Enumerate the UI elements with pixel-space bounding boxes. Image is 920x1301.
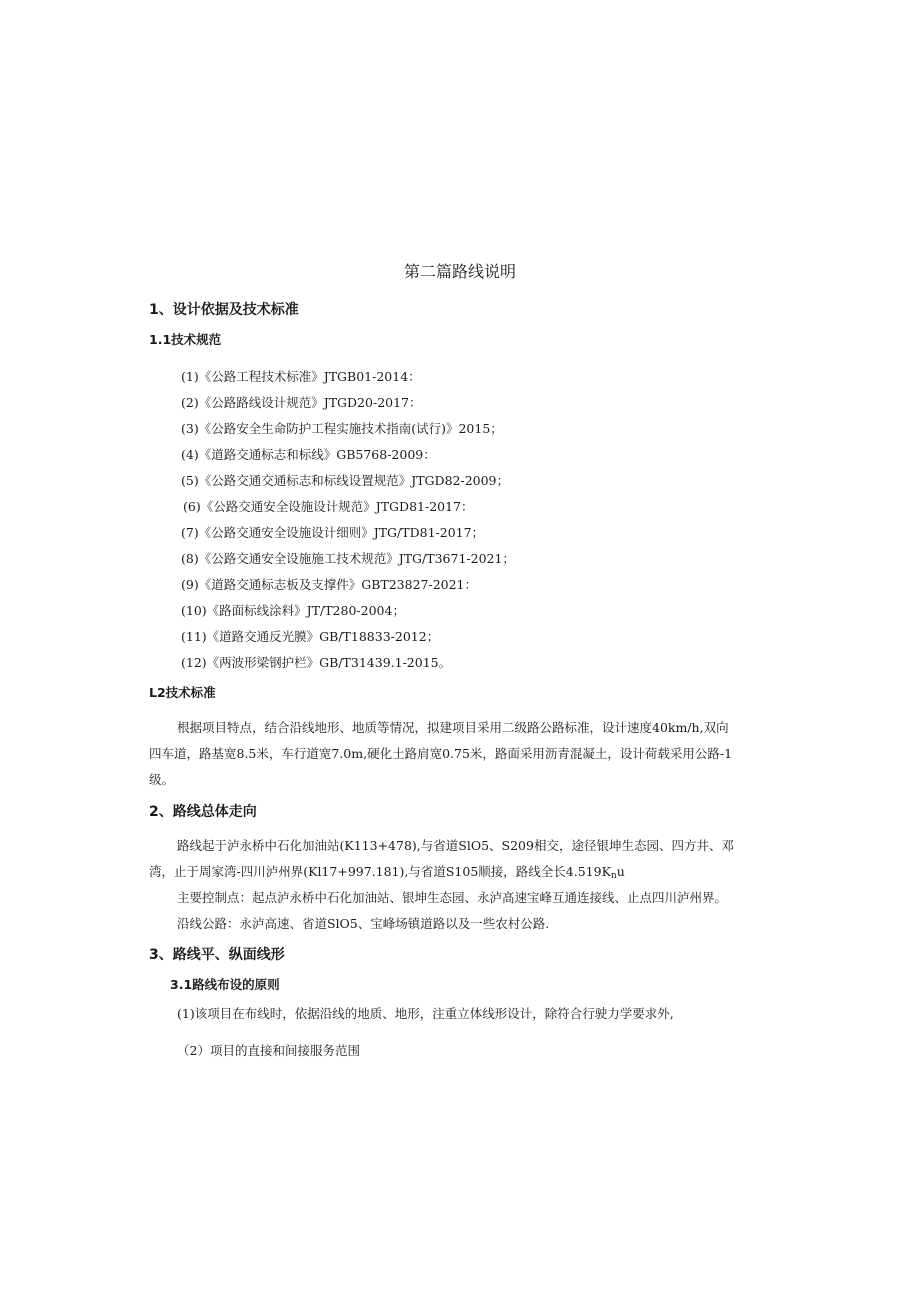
section-heading-3: 3、路线平、纵面线形	[149, 947, 285, 963]
list-item: (7)《公路交通安全设施设计细则》JTG/TD81-2017；	[181, 525, 485, 540]
page-title: 第二篇路线说明	[403, 262, 516, 281]
paragraph-line: 路线起于泸永桥中石化加油站(K113+478),与省道SlO5、S209相交，途径银坤生态园、四方井、邓	[177, 838, 734, 853]
list-item: (8)《公路交通安全设施施工技术规范》JTG/T3671-2021；	[181, 551, 515, 566]
subsection-heading-1-1: 1.1技术规范	[149, 332, 222, 347]
list-item: (6)《公路交通安全设施设计规范》JTGD81-2017：	[183, 499, 474, 514]
list-item: (2)《公路路线设计规范》JTGD20-2017：	[181, 395, 422, 410]
list-item: (4)《道路交通标志和标线》GB5768-2009：	[181, 447, 436, 462]
section-heading-1: 1、设计依据及技术标准	[149, 302, 299, 318]
paragraph-line: （2）项目的直接和间接服务范围	[177, 1043, 360, 1058]
list-item: (11)《道路交通反光膜》GB/T18833-2012；	[181, 629, 440, 644]
paragraph-text: u	[616, 864, 625, 879]
paragraph-line: 主要控制点：起点泸永桥中石化加油站、银坤生态园、永泸高速宝峰互通连接线、止点四川泸州界。	[177, 890, 728, 905]
list-item: (3)《公路安全生命防护工程实施技术指南(试行)》2015；	[181, 421, 503, 436]
list-item: (5)《公路交通交通标志和标线设置规范》JTGD82-2009；	[181, 473, 510, 488]
list-item: (1)《公路工程技术标准》JTGB01-2014：	[181, 369, 421, 384]
subscript-text: n	[610, 871, 617, 881]
paragraph-line: 四车道，路基宽8.5米，车行道宽7.0m,硬化土路肩宽0.75米，路面采用沥青混凝土，设计荷载采用公路-1	[149, 746, 733, 761]
paragraph-line: 根据项目特点，结合沿线地形、地质等情况，拟建项目采用二级路公路标准，设计速度40km/h,双向	[177, 720, 729, 735]
subsection-heading-1-2: L2技术标准	[149, 685, 216, 700]
paragraph-line: 沿线公路：永泸高速、省道SlO5、宝峰场镇道路以及一些农村公路.	[177, 916, 550, 931]
paragraph-line: 级。	[149, 772, 175, 787]
paragraph-text: 湾，止于周家湾-四川泸州界(Kl17+997.181),与省道S105顺接，路线全长4.519K	[149, 864, 611, 879]
paragraph-line: (1)该项目在布线时，依据沿线的地质、地形，注重立体线形设计，除符合行驶力学要求外,	[177, 1006, 674, 1021]
subsection-heading-3-1: 3.1路线布设的原则	[170, 977, 280, 992]
paragraph-line	[149, 862, 625, 881]
list-item: (9)《道路交通标志板及支撑件》GBT23827-2021：	[181, 577, 478, 592]
list-item: (10)《路面标线涂料》JT/T280-2004；	[181, 603, 405, 618]
list-item: (12)《两波形梁钢护栏》GB/T31439.1-2015。	[181, 655, 452, 670]
section-heading-2: 2、路线总体走向	[149, 804, 257, 820]
